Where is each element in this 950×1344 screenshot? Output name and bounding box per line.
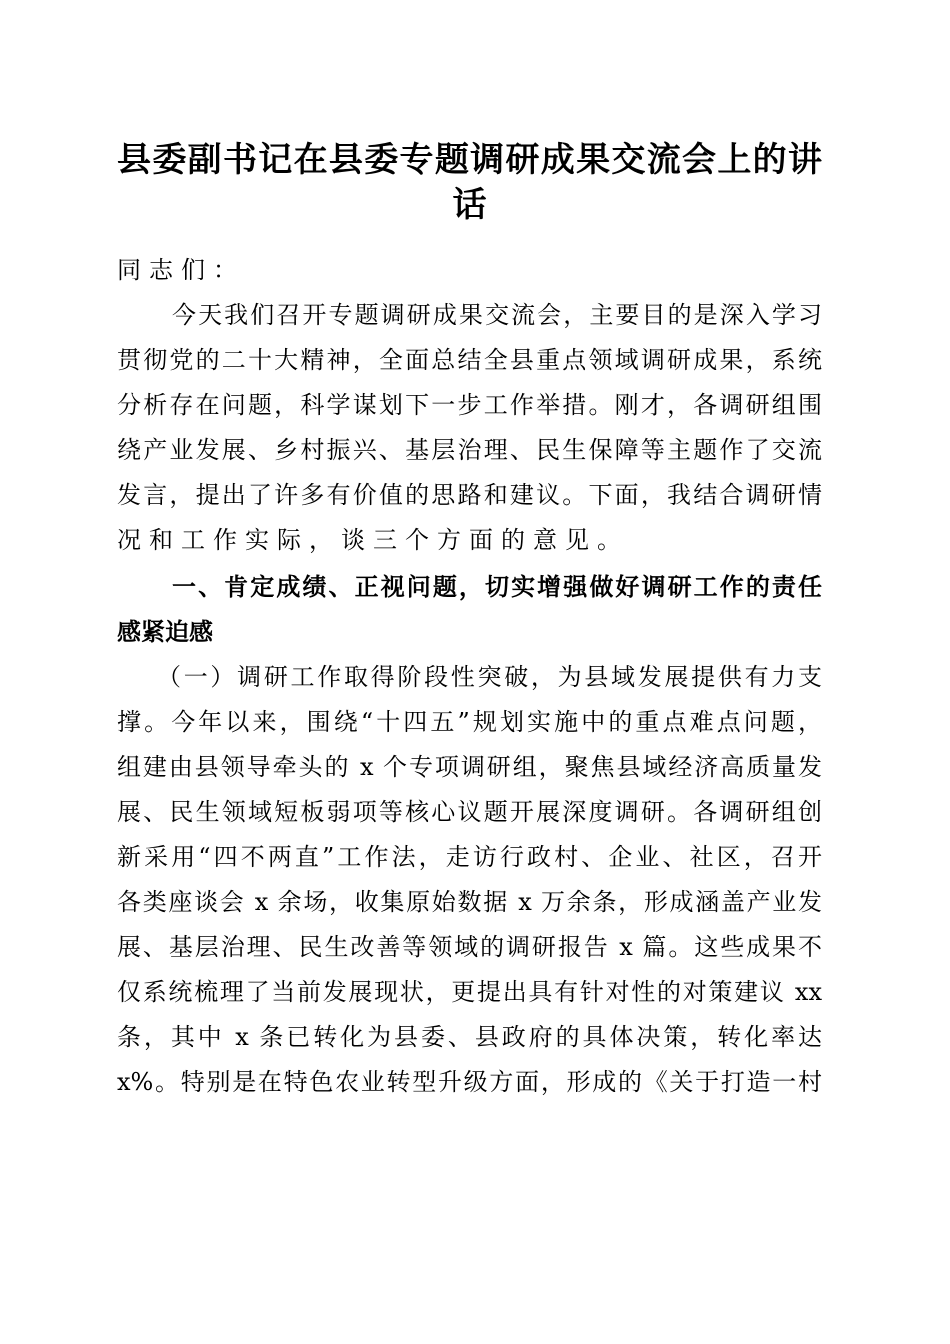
document-title-line-2: 话: [452, 185, 487, 225]
subsection-line: x%。特别是在特色农业转型升级方面，形成的《关于打造一村: [117, 1068, 822, 1096]
section-heading: 一、肯定成绩、正视问题，切实增强做好调研工作的责任: [172, 573, 822, 601]
salutation: 同志们：: [117, 256, 245, 284]
subsection-line: 组建由县领导牵头的 x 个专项调研组，聚焦县域经济高质量发: [117, 753, 822, 781]
subsection-line: 各类座谈会 x 余场，收集原始数据 x 万余条，形成涵盖产业发: [117, 888, 822, 916]
subsection-line: 仅系统梳理了当前发展现状，更提出具有针对性的对策建议 xx: [117, 978, 822, 1006]
document-title-line-1: 县委副书记在县委专题调研成果交流会上的讲: [117, 140, 822, 180]
subsection-line: 条，其中 x 条已转化为县委、县政府的具体决策，转化率达: [117, 1023, 822, 1051]
intro-line: 分析存在问题，科学谋划下一步工作举措。刚才，各调研组围: [117, 391, 822, 419]
subsection-line: （一）调研工作取得阶段性突破，为县域发展提供有力支: [157, 663, 822, 691]
section-heading: 感紧迫感: [117, 618, 213, 646]
subsection-line: 展、基层治理、民生改善等领域的调研报告 x 篇。这些成果不: [117, 933, 822, 961]
intro-line: 况和工作实际，谈三个方面的意见。: [117, 526, 629, 554]
subsection-line: 展、民生领域短板弱项等核心议题开展深度调研。各调研组创: [117, 798, 822, 826]
intro-line: 贯彻党的二十大精神，全面总结全县重点领域调研成果，系统: [117, 346, 822, 374]
intro-line: 发言，提出了许多有价值的思路和建议。下面，我结合调研情: [117, 481, 822, 509]
intro-line: 今天我们召开专题调研成果交流会，主要目的是深入学习: [172, 301, 822, 329]
subsection-line: 新采用“四不两直”工作法，走访行政村、企业、社区，召开: [117, 843, 822, 871]
subsection-line: 撑。今年以来，围绕“十四五”规划实施中的重点难点问题，: [117, 708, 822, 736]
intro-line: 绕产业发展、乡村振兴、基层治理、民生保障等主题作了交流: [117, 436, 822, 464]
